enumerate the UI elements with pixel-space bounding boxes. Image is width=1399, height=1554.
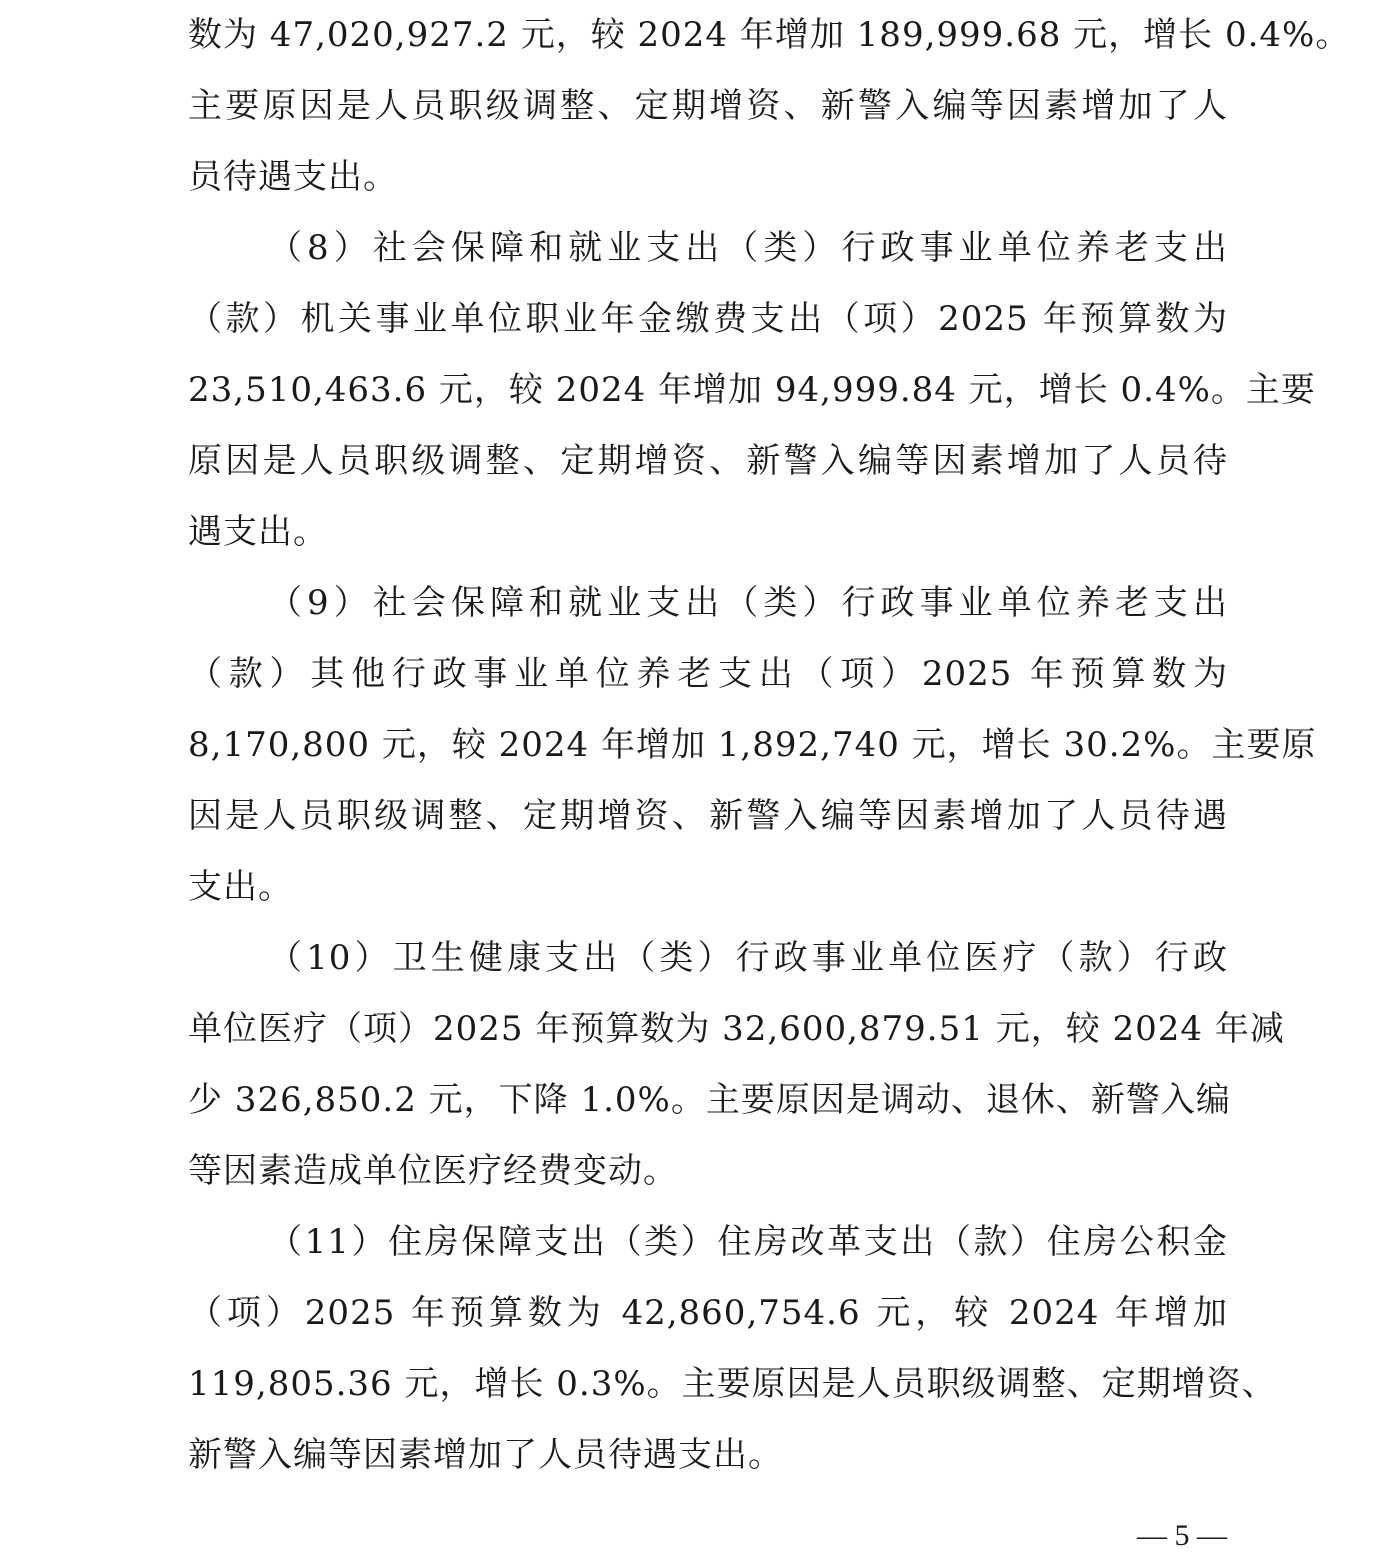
paragraph-line: （款）其他行政事业单位养老支出（项）2025 年预算数为: [188, 654, 1228, 694]
paragraph-line: （款）机关事业单位职业年金缴费支出（项）2025 年预算数为: [188, 299, 1228, 339]
paragraph-line: 原因是人员职级调整、定期增资、新警入编等因素增加了人员待: [188, 441, 1228, 481]
paragraph-line: （10）卫生健康支出（类）行政事业单位医疗（款）行政: [268, 938, 1228, 978]
paragraph-line: 119,805.36 元，增长 0.3%。主要原因是人员职级调整、定期增资、: [188, 1364, 1277, 1404]
paragraph-line: 等因素造成单位医疗经费变动。: [188, 1151, 678, 1191]
paragraph-line: 新警入编等因素增加了人员待遇支出。: [188, 1435, 783, 1475]
paragraph-line: （9）社会保障和就业支出（类）行政事业单位养老支出: [268, 583, 1228, 623]
paragraph-line: 单位医疗（项）2025 年预算数为 32,600,879.51 元，较 2024 年减: [188, 1009, 1285, 1049]
paragraph-line: 员待遇支出。: [188, 157, 398, 197]
body-text: [188, 0, 1351, 1491]
paragraph-line: 遇支出。: [188, 512, 328, 552]
paragraph-line: 少 326,850.2 元，下降 1.0%。主要原因是调动、退休、新警入编: [188, 1080, 1231, 1120]
paragraph-line: （项）2025 年预算数为 42,860,754.6 元，较 2024 年增加: [188, 1293, 1228, 1333]
paragraph-line: （8）社会保障和就业支出（类）行政事业单位养老支出: [268, 228, 1228, 268]
paragraph-line: 23,510,463.6 元，较 2024 年增加 94,999.84 元，增长 0.4%。主要: [188, 370, 1316, 410]
paragraph-line: （11）住房保障支出（类）住房改革支出（款）住房公积金: [268, 1222, 1228, 1262]
paragraph-line: 主要原因是人员职级调整、定期增资、新警入编等因素增加了人: [188, 86, 1228, 126]
paragraph-line: 支出。: [188, 867, 293, 907]
paragraph-line: 数为 47,020,927.2 元，较 2024 年增加 189,999.68 元，增长 0.4%。: [188, 15, 1351, 55]
paragraph-line: 因是人员职级调整、定期增资、新警入编等因素增加了人员待遇: [188, 796, 1228, 836]
paragraph-line: 8,170,800 元，较 2024 年增加 1,892,740 元，增长 30.2%。主要原: [188, 725, 1317, 765]
page-number: — 5 —: [1137, 1519, 1227, 1552]
